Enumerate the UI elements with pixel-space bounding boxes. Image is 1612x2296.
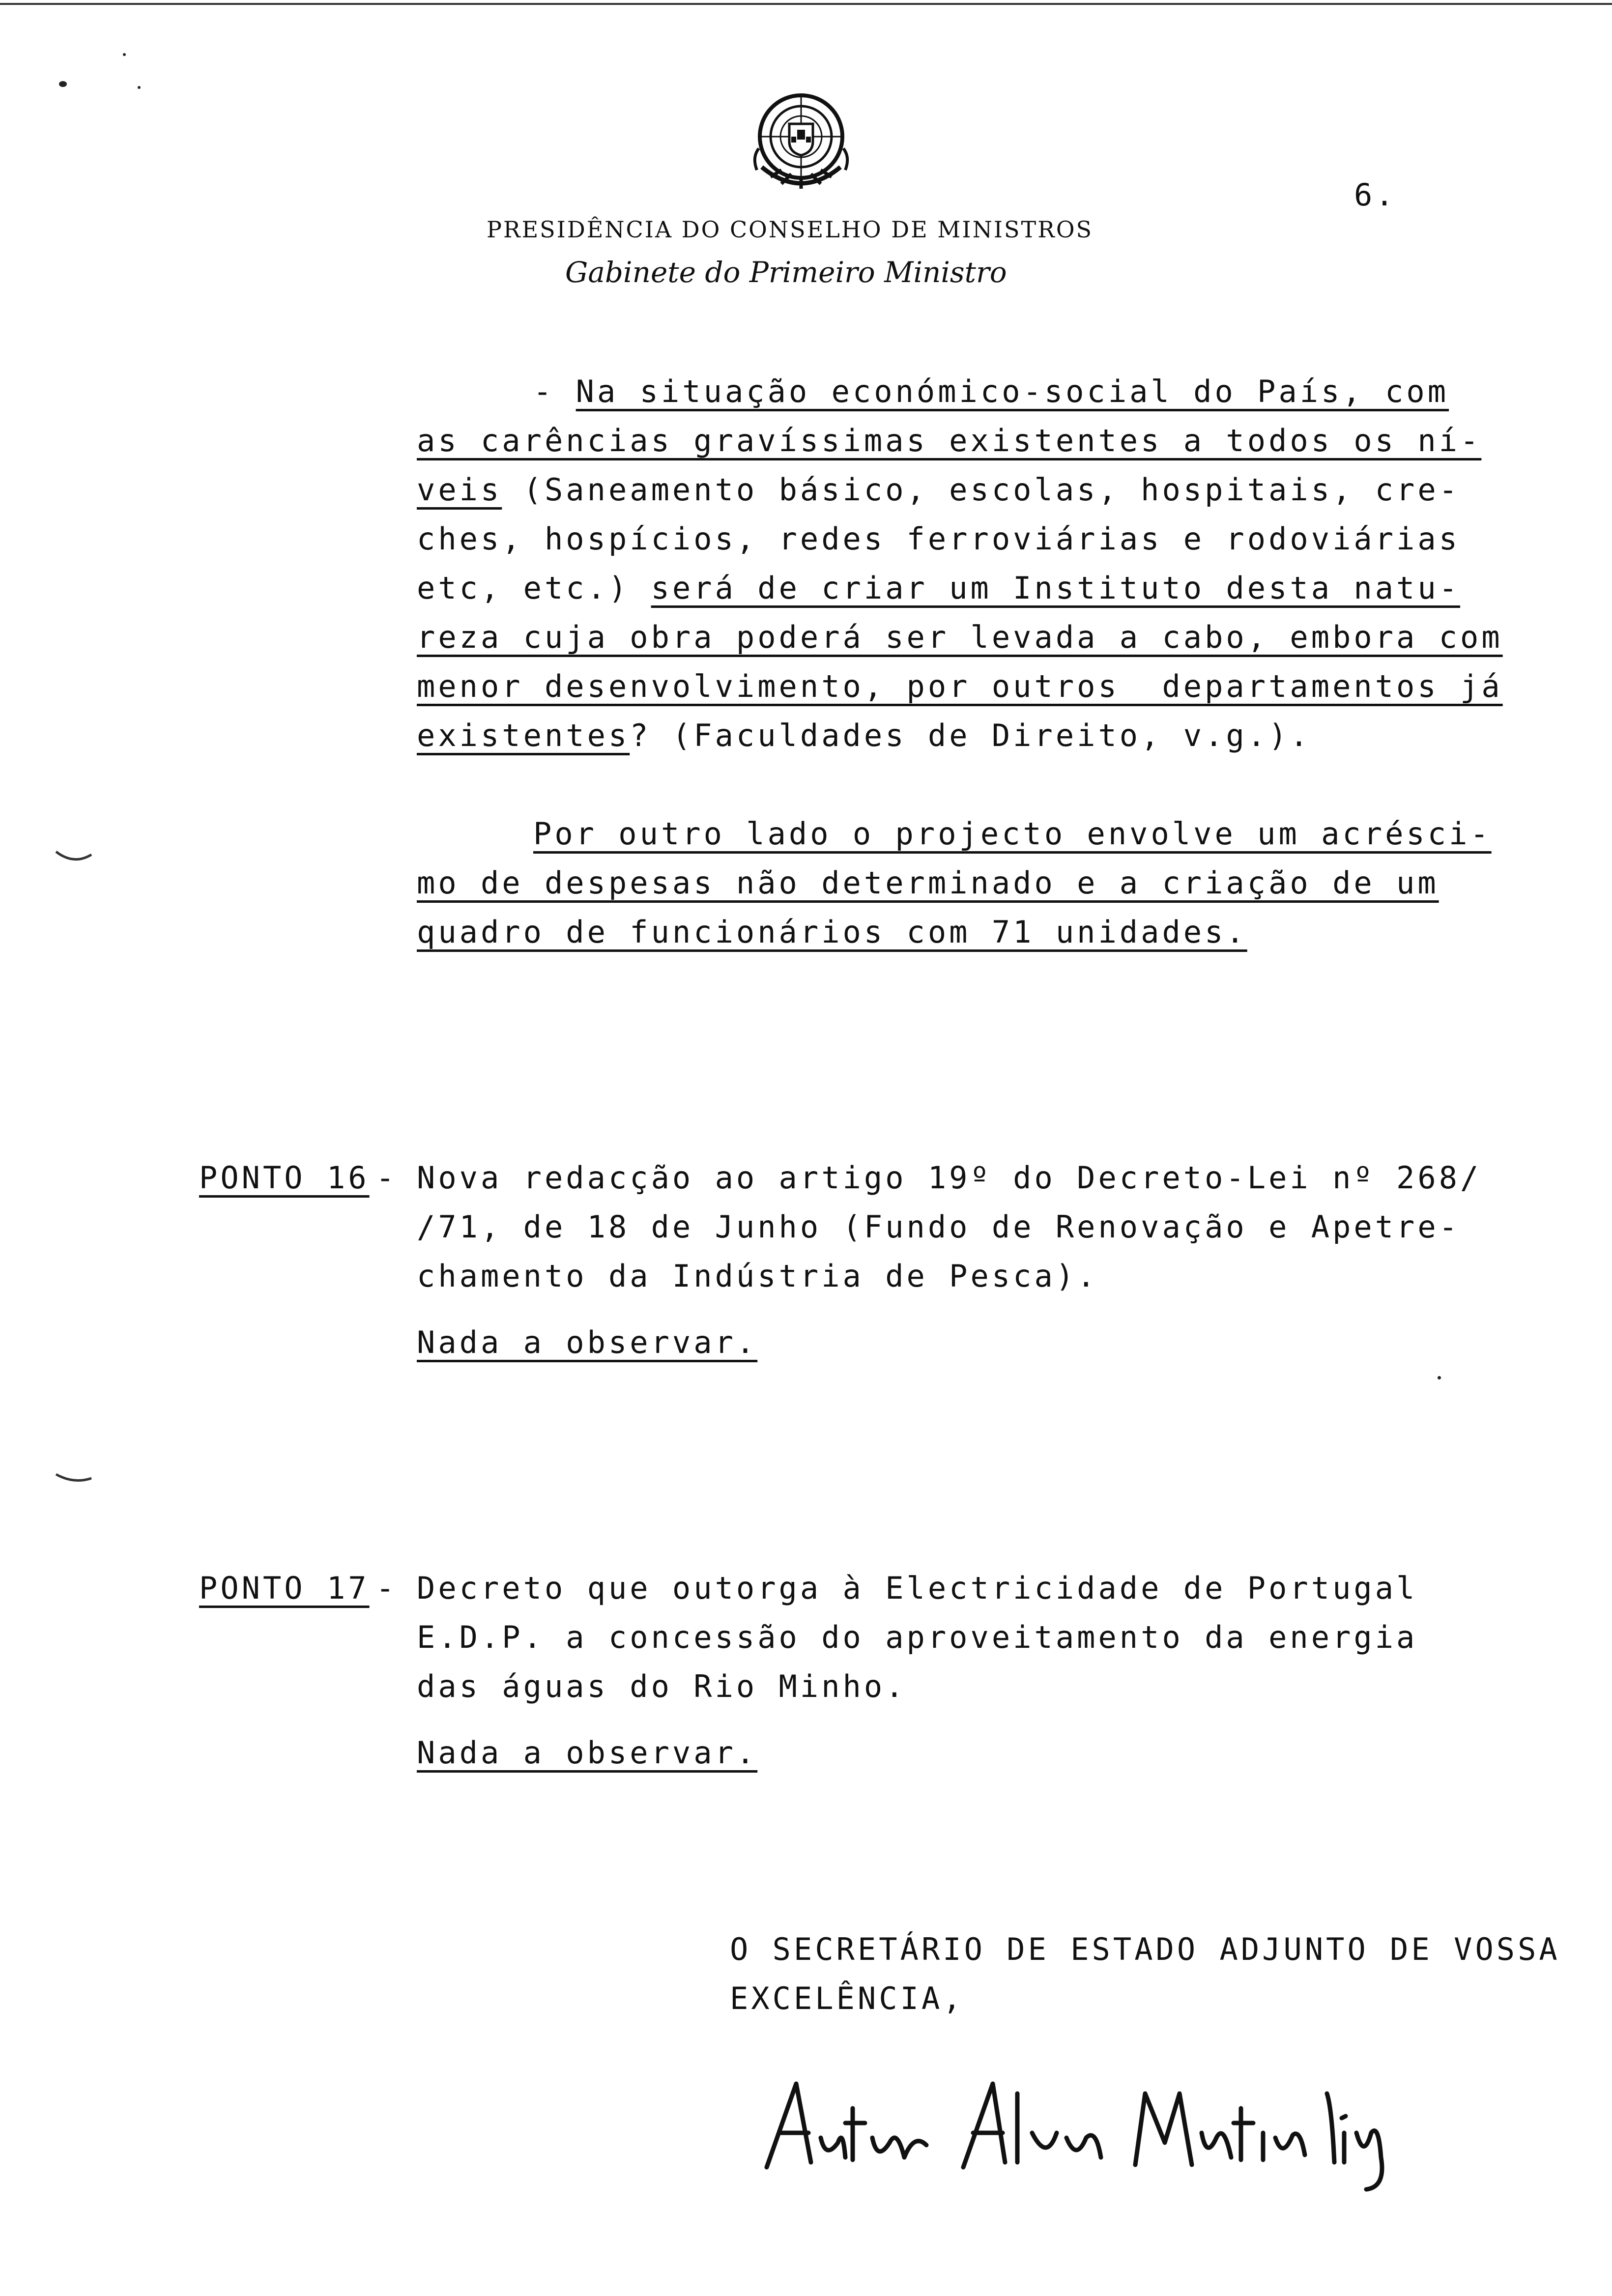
ponto-16-line: /71, de 18 de Junho (Fundo de Renovação e Apetre- — [417, 1209, 1461, 1245]
paragraph-1-line: - Na situação económico-social do País, com — [533, 373, 1449, 409]
ponto-16-dash: - — [376, 1160, 398, 1196]
scan-speck — [138, 86, 141, 89]
ponto-17-dash: - — [376, 1570, 398, 1606]
paragraph-1-line: menor desenvolvimento, por outros departamentos já — [417, 668, 1503, 704]
scan-speck — [59, 81, 67, 87]
paragraph-1-line: existentes? (Faculdades de Direito, v.g.). — [417, 718, 1311, 753]
scan-speck — [123, 53, 126, 56]
punch-hole-mark — [54, 1469, 93, 1489]
underlined-phrase: Na situação económico-social do País, com — [576, 373, 1449, 409]
ponto-17-note: Nada a observar. — [417, 1735, 758, 1771]
ponto-16-label: PONTO 16 — [199, 1160, 370, 1196]
paragraph-1-line: ches, hospícios, redes ferroviárias e rodoviárias — [417, 521, 1461, 557]
portuguese-coat-of-arms-icon — [742, 84, 860, 201]
office-subheading: Gabinete do Primeiro Ministro — [565, 256, 1007, 289]
institution-heading: PRESIDÊNCIA DO CONSELHO DE MINISTROS — [487, 216, 1094, 243]
page-number: 6. — [1354, 177, 1397, 213]
ponto-17-line: E.D.P. a concessão do aproveitamento da energia — [417, 1619, 1418, 1655]
paragraph-2-line: mo de despesas não determinado e a criação de um — [417, 865, 1439, 901]
ponto-16-line: chamento da Indústria de Pesca). — [417, 1258, 1098, 1294]
scan-top-edge — [0, 3, 1612, 5]
ponto-16-note: Nada a observar. — [417, 1324, 758, 1360]
closing-line: EXCELÊNCIA, — [730, 1980, 964, 2016]
paragraph-1-line: reza cuja obra poderá ser levada a cabo, embora com — [417, 619, 1503, 655]
ponto-17-line: das águas do Rio Minho. — [417, 1668, 907, 1704]
paragraph-1-line: veis (Saneamento básico, escolas, hospitais, cre- — [417, 472, 1461, 508]
ponto-17-line: Decreto que outorga à Electricidade de Portugal — [417, 1570, 1418, 1606]
ponto-17-label: PONTO 17 — [199, 1570, 370, 1606]
underlined-phrase: existentes — [417, 718, 630, 753]
punch-hole-mark — [54, 848, 93, 867]
underlined-phrase: será de criar um Instituto desta natu- — [651, 570, 1461, 606]
closing-line: O SECRETÁRIO DE ESTADO ADJUNTO DE VOSSA — [730, 1931, 1560, 1967]
paragraph-1-line: as carências gravíssimas existentes a todos os ní- — [417, 423, 1482, 459]
underlined-phrase: veis — [417, 472, 502, 508]
paragraph-2-line: quadro de funcionários com 71 unidades. — [417, 914, 1247, 950]
scan-speck — [1438, 1376, 1441, 1379]
paragraph-1-line: etc, etc.) será de criar um Instituto desta natu- — [417, 570, 1461, 606]
ponto-16-line: Nova redacção ao artigo 19º do Decreto-Lei nº 268/ — [417, 1160, 1482, 1196]
paragraph-2-line: Por outro lado o projecto envolve um acrésci- — [533, 816, 1492, 852]
handwritten-signature — [757, 2064, 1406, 2192]
